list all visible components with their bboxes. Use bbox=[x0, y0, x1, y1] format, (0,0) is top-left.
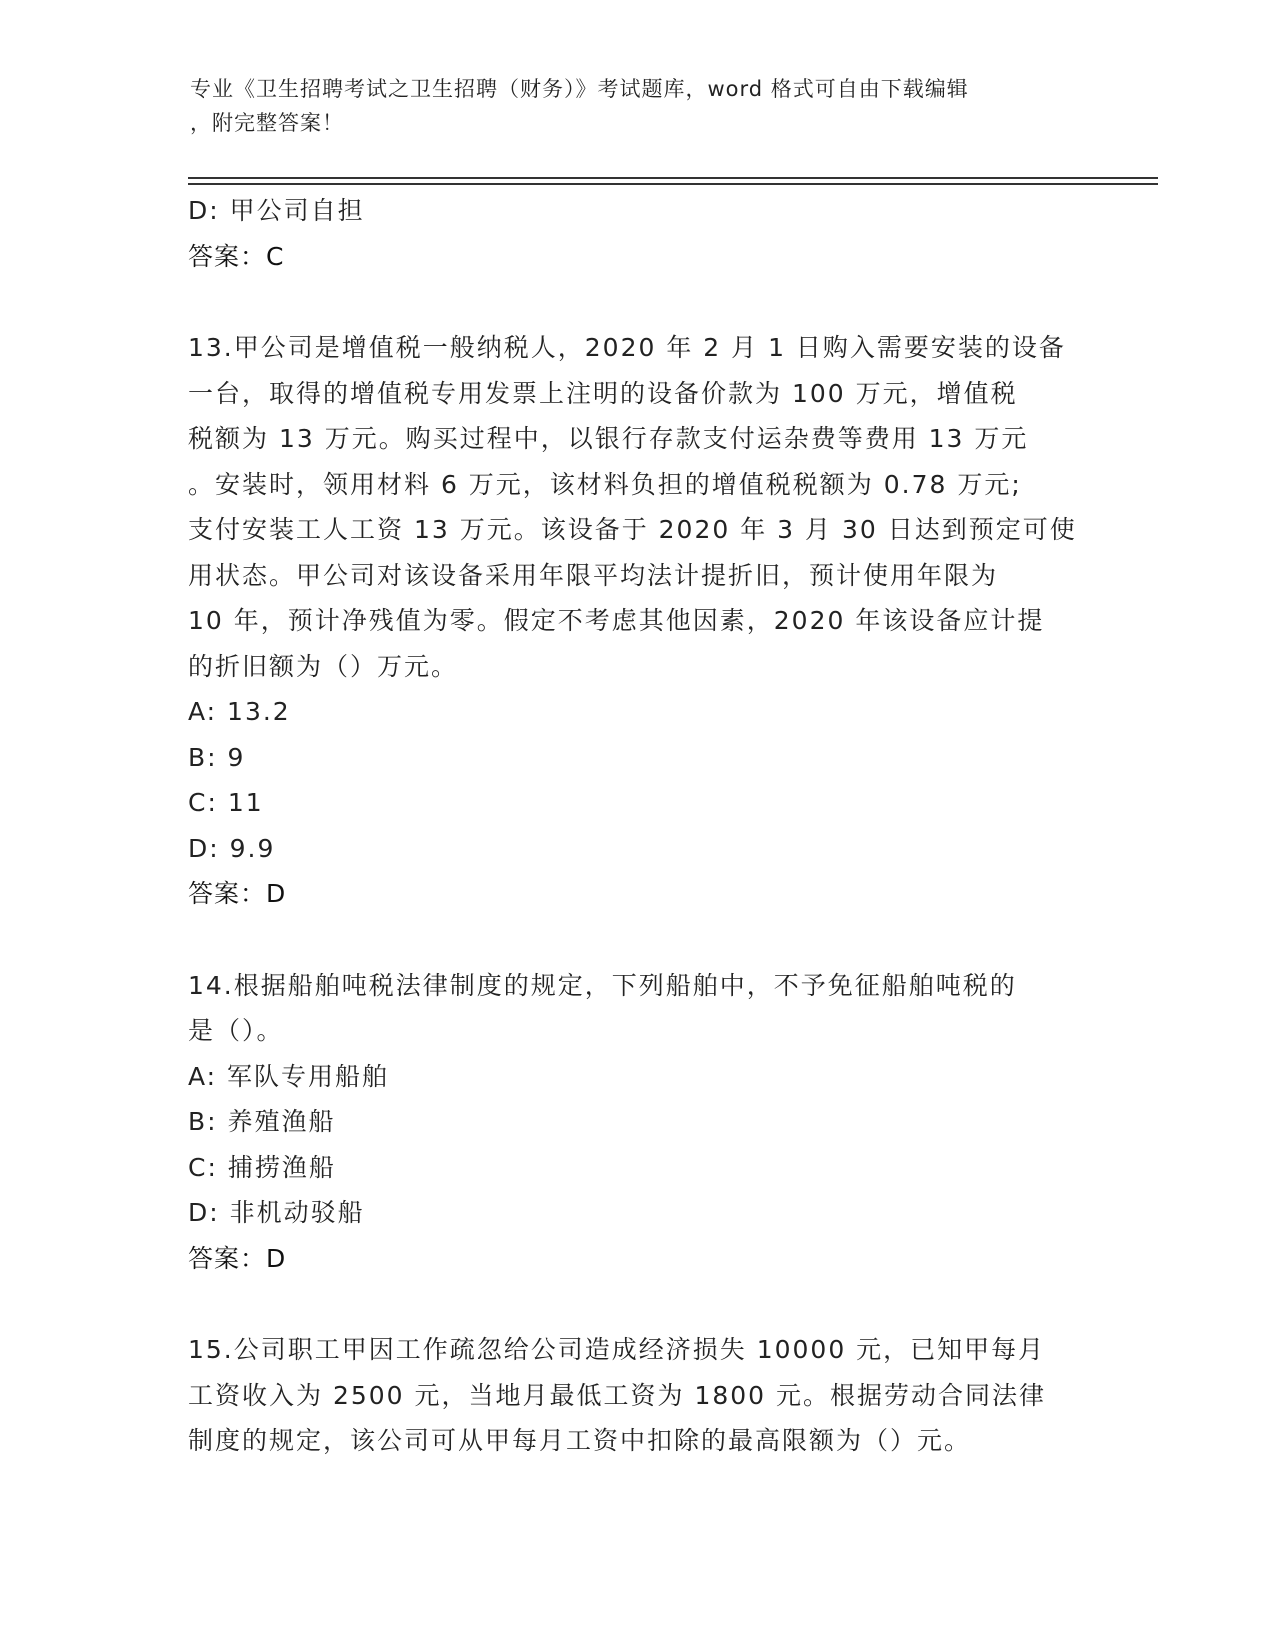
option-b: B: 养殖渔船 bbox=[188, 1107, 336, 1136]
question-text-line: 用状态。甲公司对该设备采用年限平均法计提折旧，预计使用年限为 bbox=[188, 560, 999, 590]
question-text-line: 的折旧额为（）万元。 bbox=[188, 651, 459, 681]
question-text-line: 是（）。 bbox=[188, 1016, 284, 1045]
question-15 bbox=[188, 1327, 1088, 1464]
option-d: D: 9.9 bbox=[188, 833, 276, 863]
option-b: B: 9 bbox=[188, 742, 246, 772]
question-text-line: 制度的规定，该公司可从甲每月工资中扣除的最高限额为（）元。 bbox=[188, 1426, 972, 1455]
question-13 bbox=[188, 325, 1088, 917]
header-divider-bottom bbox=[188, 183, 1158, 185]
header-line-2: ，附完整答案！ bbox=[190, 111, 344, 135]
answer-line: 答案：C bbox=[188, 241, 285, 271]
answer-line: 答案：D bbox=[188, 879, 287, 908]
header-divider-top bbox=[188, 177, 1158, 179]
option-d: D: 甲公司自担 bbox=[188, 196, 365, 225]
question-text-line: 税额为 13 万元。购买过程中，以银行存款支付运杂费等费用 13 万元 bbox=[188, 424, 1029, 453]
question-text-line: 一台，取得的增值税专用发票上注明的设备价款为 100 万元，增值税 bbox=[188, 378, 1018, 408]
spacer bbox=[188, 917, 1088, 963]
question-text-line: 13.甲公司是增值税一般纳税人，2020 年 2 月 1 日购入需要安装的设备 bbox=[188, 333, 1066, 362]
question-text-line: 10 年，预计净残值为零。假定不考虑其他因素，2020 年该设备应计提 bbox=[188, 606, 1045, 635]
question-text-line: 。安装时，领用材料 6 万元，该材料负担的增值税税额为 0.78 万元; bbox=[188, 469, 1022, 499]
question-text-line: 14.根据船舶吨税法律制度的规定，下列船舶中，不予免征船舶吨税的 bbox=[188, 970, 1017, 1000]
spacer bbox=[188, 279, 1088, 325]
question-text-line: 工资收入为 2500 元，当地月最低工资为 1800 元。根据劳动合同法律 bbox=[188, 1380, 1047, 1410]
header-line-1: 专业《卫生招聘考试之卫生招聘（财务）》考试题库，word 格式可自由下载编辑 bbox=[190, 77, 969, 101]
option-c: C: 捕捞渔船 bbox=[188, 1152, 336, 1182]
option-a: A: 13.2 bbox=[188, 697, 291, 726]
spacer bbox=[188, 1281, 1088, 1327]
question-14 bbox=[188, 963, 1088, 1282]
previous-question-tail bbox=[188, 188, 1088, 279]
option-d: D: 非机动驳船 bbox=[188, 1198, 365, 1227]
question-text-line: 15.公司职工甲因工作疏忽给公司造成经济损失 10000 元，已知甲每月 bbox=[188, 1335, 1046, 1364]
answer-line: 答案：D bbox=[188, 1243, 287, 1273]
document-body bbox=[188, 188, 1088, 1464]
option-a: A: 军队专用船舶 bbox=[188, 1061, 390, 1091]
document-header bbox=[190, 72, 1090, 140]
question-text-line: 支付安装工人工资 13 万元。该设备于 2020 年 3 月 30 日达到预定可使 bbox=[188, 515, 1077, 544]
option-c: C: 11 bbox=[188, 788, 264, 817]
